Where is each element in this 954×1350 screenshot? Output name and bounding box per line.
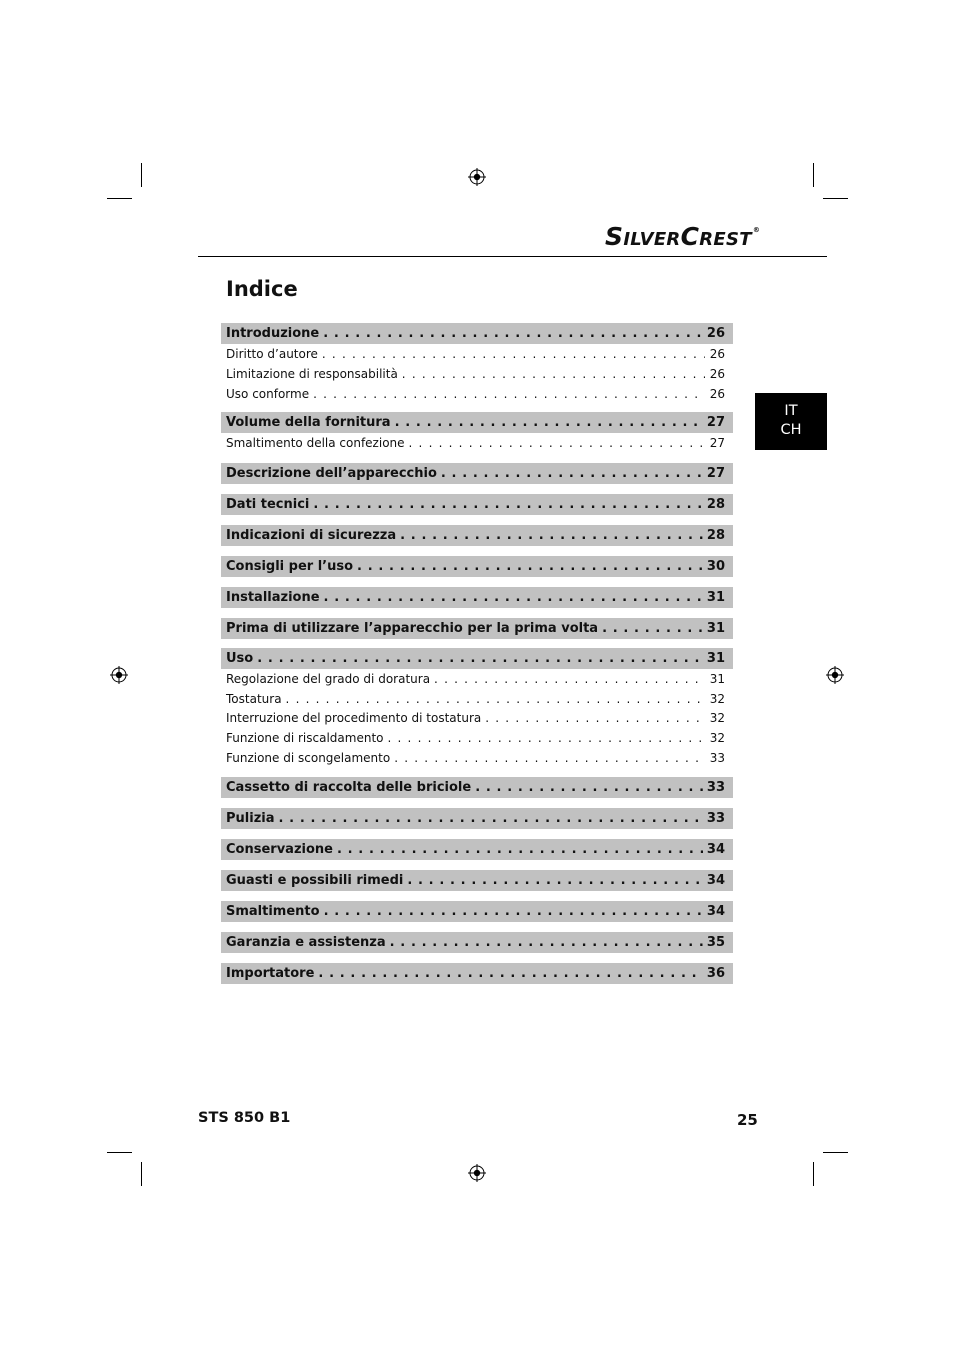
- toc-leader: [409, 434, 705, 453]
- toc-page: 31: [706, 651, 725, 666]
- toc-page: 27: [709, 436, 725, 450]
- toc-section-title: Consigli per l’uso: [226, 559, 354, 574]
- toc-section-title: Introduzione: [226, 326, 320, 341]
- language-tab: [755, 393, 827, 450]
- toc-subsection[interactable]: [221, 690, 733, 709]
- toc-page: 35: [706, 935, 725, 950]
- toc-section-title: Indicazioni di sicurezza: [226, 528, 397, 543]
- toc-leader: [318, 963, 703, 984]
- toc-section[interactable]: [221, 494, 733, 515]
- toc-subsection-title: Interruzione del procedimento di tostatura: [226, 711, 482, 725]
- toc-leader: [357, 556, 703, 577]
- toc-section[interactable]: [221, 870, 733, 891]
- footer-model-number: STS 850 B1: [198, 1110, 291, 1126]
- toc-subsection-title: Limitazione di responsabilità: [226, 367, 398, 381]
- toc-subsection[interactable]: [221, 365, 733, 384]
- toc-leader: [407, 870, 703, 891]
- toc-section-title: Uso: [226, 651, 254, 666]
- toc-page: 28: [706, 528, 725, 543]
- crop-mark: [813, 163, 814, 187]
- toc-subsection-title: Smaltimento della confezione: [226, 436, 405, 450]
- toc-leader: [257, 648, 703, 669]
- toc-subsection[interactable]: [221, 749, 733, 768]
- toc-page: 32: [709, 711, 725, 725]
- toc-section-title: Guasti e possibili rimedi: [226, 873, 404, 888]
- toc-section-title: Descrizione dell’apparecchio: [226, 466, 437, 481]
- crop-mark: [141, 163, 142, 187]
- language-code-it: IT: [784, 403, 798, 419]
- toc-section-title: Conservazione: [226, 842, 333, 857]
- toc-page: 34: [706, 842, 725, 857]
- toc-leader: [324, 587, 703, 608]
- toc-subsection-title: Regolazione del grado di doratura: [226, 672, 431, 686]
- toc-leader: [475, 777, 703, 798]
- toc-page: 26: [709, 367, 725, 381]
- toc-leader: [313, 385, 705, 404]
- toc-leader: [602, 618, 703, 639]
- toc-section[interactable]: [221, 777, 733, 798]
- toc-subsection[interactable]: [221, 434, 733, 453]
- toc-page: 32: [709, 731, 725, 745]
- crop-mark: [823, 198, 848, 199]
- toc-subsection[interactable]: [221, 709, 733, 728]
- toc-page: 27: [706, 466, 725, 481]
- toc-section[interactable]: [221, 463, 733, 484]
- toc-leader: [400, 525, 703, 546]
- toc-section[interactable]: [221, 932, 733, 953]
- toc-section-title: Pulizia: [226, 811, 275, 826]
- toc-page: 31: [706, 590, 725, 605]
- toc-leader: [485, 709, 705, 728]
- toc-subsection-title: Diritto d’autore: [226, 347, 318, 361]
- toc-leader: [323, 323, 703, 344]
- toc-leader: [395, 412, 703, 433]
- crop-mark: [107, 1152, 132, 1153]
- toc-page: 26: [706, 326, 725, 341]
- toc-subsection[interactable]: [221, 670, 733, 689]
- toc-subsection[interactable]: [221, 385, 733, 404]
- registration-mark-icon: [826, 666, 844, 684]
- toc-leader: [394, 749, 705, 768]
- toc-leader: [402, 365, 705, 384]
- toc-leader: [388, 729, 706, 748]
- registration-mark-icon: [468, 1164, 486, 1182]
- toc-section-title: Prima di utilizzare l’apparecchio per la prima volta: [226, 621, 599, 636]
- toc-page: 34: [706, 904, 725, 919]
- toc-section-title: Cassetto di raccolta delle briciole: [226, 780, 472, 795]
- toc-section-title: Smaltimento: [226, 904, 320, 919]
- toc-section[interactable]: [221, 963, 733, 984]
- toc-page: 26: [709, 387, 725, 401]
- toc-page: 34: [706, 873, 725, 888]
- toc-page: 31: [709, 672, 725, 686]
- toc-section[interactable]: [221, 556, 733, 577]
- toc-page: 36: [706, 966, 725, 981]
- toc-leader: [279, 808, 703, 829]
- toc-section-title: Dati tecnici: [226, 497, 310, 512]
- crop-mark: [823, 1152, 848, 1153]
- toc-page: 26: [709, 347, 725, 361]
- toc-section-title: Importatore: [226, 966, 315, 981]
- toc-subsection[interactable]: [221, 729, 733, 748]
- crop-mark: [813, 1162, 814, 1186]
- toc-page: 27: [706, 415, 725, 430]
- toc-page: 31: [706, 621, 725, 636]
- toc-section[interactable]: [221, 648, 733, 669]
- toc-page: 33: [706, 811, 725, 826]
- toc-section-title: Installazione: [226, 590, 320, 605]
- toc-leader: [337, 839, 703, 860]
- toc-section[interactable]: [221, 412, 733, 433]
- toc-page: 28: [706, 497, 725, 512]
- page-title: Indice: [226, 277, 298, 301]
- registration-mark-icon: [110, 666, 128, 684]
- toc-section[interactable]: [221, 901, 733, 922]
- toc-section-title: Garanzia e assistenza: [226, 935, 386, 950]
- toc-page: 32: [709, 692, 725, 706]
- toc-subsection[interactable]: [221, 345, 733, 364]
- header-rule: [198, 256, 827, 257]
- toc-page: 33: [706, 780, 725, 795]
- toc-section[interactable]: [221, 839, 733, 860]
- toc-leader: [390, 932, 703, 953]
- language-code-ch: CH: [780, 422, 802, 438]
- toc-section[interactable]: [221, 525, 733, 546]
- toc-leader: [286, 690, 705, 709]
- toc-section[interactable]: [221, 808, 733, 829]
- toc-leader: [441, 463, 703, 484]
- toc-page: 33: [709, 751, 725, 765]
- crop-mark: [107, 198, 132, 199]
- toc-section-title: Volume della fornitura: [226, 415, 391, 430]
- toc-subsection-title: Funzione di riscaldamento: [226, 731, 384, 745]
- toc-subsection-title: Funzione di scongelamento: [226, 751, 391, 765]
- toc-subsection-title: Uso conforme: [226, 387, 310, 401]
- toc-subsection-title: Tostatura: [226, 692, 282, 706]
- footer-page-number: 25: [737, 1111, 758, 1129]
- toc-section[interactable]: [221, 587, 733, 608]
- toc-leader: [313, 494, 703, 515]
- registration-mark-icon: [468, 168, 486, 186]
- toc-leader: [434, 670, 705, 689]
- toc-page: 30: [706, 559, 725, 574]
- toc-leader: [322, 345, 705, 364]
- toc-section[interactable]: [221, 618, 733, 639]
- toc-section[interactable]: [221, 323, 733, 344]
- crop-mark: [141, 1162, 142, 1186]
- silvercrest-logo: SILVERCREST®: [605, 222, 761, 251]
- toc-leader: [324, 901, 703, 922]
